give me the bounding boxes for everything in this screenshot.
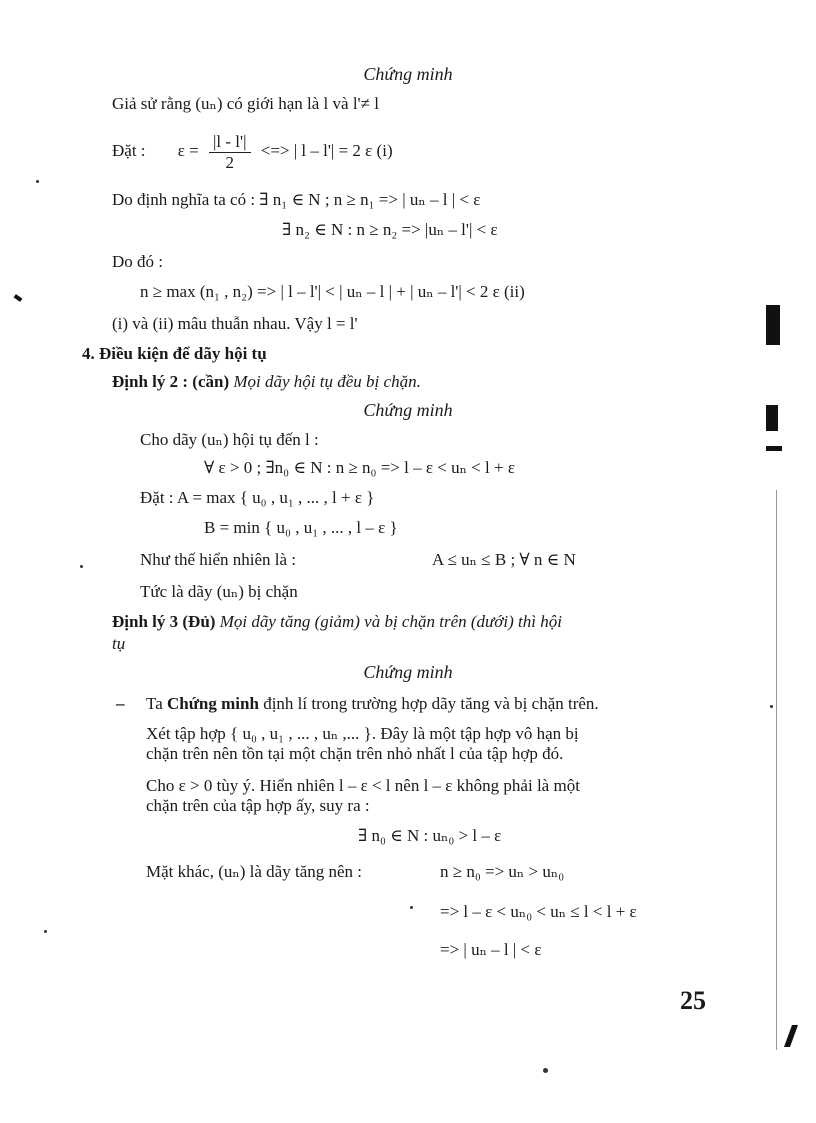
text-line: Xét tập hợp { u₀ , u₁ , ... , uₙ ,... }. Đây là một tập hợp vô hạn bị [146,724,579,743]
theorem-text-cont: tụ [112,634,126,653]
text-line: B = min { u₀ , u₁ , ... , l – ε } [204,518,398,537]
text-line: Cho ε > 0 tùy ý. Hiển nhiên l – ε < l nên l – ε không phải là một [146,776,580,795]
text-line: ∃ n₀ ∈ N : uₙ₀ > l – ε [358,826,502,845]
text-line: ∃ n₂ ∈ N : n ≥ n₂ => |uₙ – l'| < ε [282,220,498,239]
proof-heading: Chứng minh [363,400,453,420]
text-line: Giả sử rằng (uₙ) có giới hạn là l và l'≠ l [112,94,379,113]
text-line: A ≤ uₙ ≤ B ; ∀ n ∈ N [432,550,576,569]
scan-dot [410,906,413,909]
proof-heading: Chứng minh [363,64,453,84]
scan-mark [784,1025,798,1047]
text-line: Như thế hiển nhiên là : [140,550,297,569]
scan-dot [770,705,773,708]
text-line: => | uₙ – l | < ε [440,940,542,959]
scan-mark [14,294,23,302]
fraction-numerator: |l - l'| [209,132,250,153]
text-line: Đặt : A = max { u₀ , u₁ , ... , l + ε } [140,488,375,507]
scan-mark [766,405,778,431]
math-text: <=> | l – l'| = 2 ε (i) [260,140,393,160]
scan-dot [543,1068,548,1073]
fraction [209,132,250,172]
text-line: n ≥ n₀ => uₙ > uₙ₀ [440,862,565,881]
text-span: Ta [146,694,163,713]
text-line: => l – ε < uₙ₀ < uₙ ≤ l < l + ε [440,902,637,921]
text-line: Cho dãy (uₙ) hội tụ đến l : [140,430,319,449]
text-line [146,694,599,714]
text-line: Tức là dãy (uₙ) bị chặn [140,582,298,601]
page-number: 25 [680,986,706,1015]
scan-mark [766,305,780,345]
text-line: (i) và (ii) mâu thuẫn nhau. Vậy l = l' [112,314,358,333]
theorem-text: Mọi dãy hội tụ đều bị chặn. [233,372,421,391]
theorem-text: Mọi dãy tăng (giảm) và bị chặn trên (dưới) thì hội [219,612,562,631]
equation-line [112,132,393,172]
scan-dot [36,180,39,183]
scan-edge-line [776,490,777,1050]
text-line: n ≥ max (n₁ , n₂) => | l – l'| < | uₙ – l | + | uₙ – l'| < 2 ε (ii) [140,282,525,301]
fraction-denominator: 2 [225,152,234,172]
scan-dot [80,565,83,568]
text-span: Chứng minh [167,694,259,713]
text-span: định lí trong trường hợp dãy tăng và bị chặn trên. [263,694,599,713]
theorem-2 [112,372,421,392]
list-dash: – [116,694,125,713]
text-line: Mặt khác, (uₙ) là dãy tăng nên : [146,862,363,881]
text-label: Đặt : [112,140,146,160]
proof-heading: Chứng minh [363,662,453,682]
scan-dot [44,930,47,933]
section-title: 4. Điều kiện để dãy hội tụ [82,344,267,363]
text-line: Do định nghĩa ta có : ∃ n₁ ∈ N ; n ≥ n₁ => | uₙ – l | < ε [112,190,481,209]
text-line: chặn trên nên tồn tại một chặn trên nhỏ nhất l của tập hợp đó. [146,744,564,763]
theorem-label: Định lý 3 (Đủ) [112,612,216,631]
theorem-3 [112,612,562,632]
math-text: ε = [177,140,199,160]
text-line: chặn trên của tập hợp ấy, suy ra : [146,796,370,815]
theorem-label: Định lý 2 : (cần) [112,372,230,391]
scan-mark [766,446,782,451]
text-line: ∀ ε > 0 ; ∃n₀ ∈ N : n ≥ n₀ => l – ε < uₙ < l + ε [204,458,515,477]
text-line: Do đó : [112,252,163,271]
